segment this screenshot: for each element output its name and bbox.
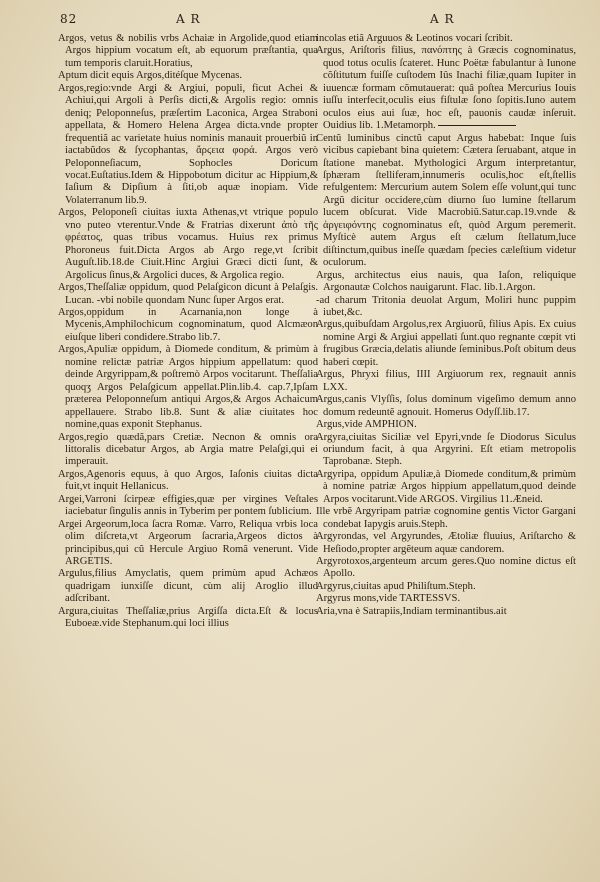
entry-argos-peloponnesi: Argos, Peloponeſi ciuitas iuxta Athenas,vt vtrique populo vno puteo vterentur.Vnde & Fratrias dixerunt ἀπὸ τῆς φρέατος, quas tribus vocamus. Huius rex primus Phoroneus fuit.Dicta Argos ab Argo rege,vt ſcribit Auguſt.lib.18.de Ciuit.Hinc Argiui Græci dicti ſunt, & Argolicus ſinus,& Argolici duces, & Argolica regio.	[58, 207, 318, 281]
verse-quote-flaccus: -ad charum Tritonia deuolat Argum, Moliri hunc puppim iubet,&c.	[316, 294, 576, 318]
entry-argus-rex: Argus,quibuſdam Argolus,rex Argiuorũ, filius Apis. Ex cuius nomine Argi & Argiui appellati ſunt.quo regnante cœpit vti frugibus Græcia,delatis aliunde ſeminibus.Poſt obitum deus haberi cœpit.	[316, 319, 576, 368]
entry-argus-amphion: Argus,vide AMPHION.	[316, 419, 417, 431]
entry-argulus: Argulus,filius Amyclatis, quem primùm apud Achæos quadrigam iunxiſſe dicunt, cùm alij Aroglio illud adſcribant.	[58, 568, 318, 605]
entry-aria: Aria,vna è Satrapiis,Indiam terminantibus.ait	[316, 605, 507, 617]
entry-argus-architectus: Argus, architectus eius nauis, qua Iaſon, reliquique Argonautæ Colchos nauigarunt. Flac. lib.1.Argon.	[316, 269, 576, 294]
entry-argos-thessaliae: Argos,Theſſaliæ oppidum, quod Pelaſgicon dicunt à Pelaſgis. Lucan. -vbi nobile quondam Nunc ſuper Argos erat.	[58, 282, 318, 306]
left-running-heading: A R	[176, 12, 201, 26]
entry-argus-aristoris-text: Argus, Ariſtoris filius, πανόπτης à Græcis cognominatus, quod totus oculis ſcateret. Hunc Poëtæ fabulantur à Iunone cõſtitutum fuiſſe cuſtodem Iûs Inachi filiæ,quam Iupiter in iuuencæ formam cõmutauerat: quâ poſtea Mercurius Iouis iuſſu interfecit,oculis eius fiſtulæ ſono ſopitis.Iuno autem oculos eius aui ſuæ, hoc eſt, pauonis caudæ inſeruit. Ouidius lib. 1.Metamorph.	[316, 45, 576, 132]
entry-argos-acarnania: Argos,oppidum in Acarnania,non longe à Mycenis,Amphilochicum cognominatum, quod Alcmæon eiuſque liberi condidere.Strabo lib.7.	[58, 306, 318, 343]
entry-argyripa: Argyripa, oppidum Apuliæ,à Diomede conditum,& primùm à nomine patriæ Argos hippium appellatum,quod deinde Arpos vocitarunt.Vide ARGOS. Virgilius 11.Æneid.	[316, 468, 576, 505]
right-running-heading: A R	[430, 12, 455, 26]
entry-argos-apuliae: Argos,Apuliæ oppidum, à Diomede conditum, & primùm à nomine relictæ patriæ Argos hippium appellatum: quod deinde Argyrippam,& poſtremò Arpos vocitarunt. Theſſalia quoqʒ Argos Pelaſgicum appellat.Plin.lib.4. cap.7,Ipſam præterea Peloponneſum antiqui Argos,& Argos Achaicum appellauere. Strabo lib.8. Sunt & aliæ ciuitates hoc nomine,quas exponit Stephanus.	[58, 344, 318, 431]
entry-argyra: Argyra,ciuitas Siciliæ vel Epyri,vnde ſe Diodorus Siculus oriundum facit, à qua Argyrini. Eſt etiam metropolis Taprobanæ. Steph.	[316, 431, 576, 468]
entry-argyrus-civitas: Argyrus,ciuitas apud Philiſtum.Steph.	[316, 580, 476, 592]
entry-argus-aristoris	[316, 45, 576, 132]
entry-argei: Argei,Varroni ſcirpeæ effigies,quæ per virgines Veſtales iaciebatur ſingulis annis in Tyberim per pontem ſublicium.	[58, 493, 318, 518]
entry-argyrondas: Argyrondas, vel Argyrundes, Ætoliæ fluuius, Ariſtarcho & Heſiodo,propter argẽteum aquæ candorem.	[316, 531, 576, 555]
verse-quote-ovidius: Centũ luminibus cinctũ caput Argus habebat: Inque ſuis vicibus capiebant bina quietem: Cætera ſeruabant, atque in ſtatione manebat. Mythologici Argum interpretantur, ſphæram ſtelliferam,innumeris oculis,hoc eſt,ſtellis refulgentem: Mercurium autem Solem eſſe volunt,qui tunc Argũ dicitur occidere,cùm diurno ſuo lumine ſtellarum lucem obſcurat. Vide Macrobiũ.Satur.cap.19.vnde & ἀργειφόντης cognominatus eſt, quòd Argum peremerit. Myſticè autem Argus eſt cælum ſtellatum,luce diſtinctum,quibus ineſſe quædam ſpecies cæleſtium videtur oculorum.	[316, 132, 576, 269]
verse-quote-virgilius: Ille vrbẽ Argyripam patriæ cognomine gentis Victor Gargani condebat Iapygis aruis.Steph.	[316, 506, 576, 530]
entry-argos-regio: Argos,regio:vnde Argi & Argiui, populi, ficut Achei & Achiui,qui Argoli à Perſis dicti,& Argolis regio: omnis deniq; Peloponneſus, præſertim Laconica, Argea Straboni appellata, & Homero Helena Argea dicta.vnde propter frequentiã ac varietate huius nominis manauit prouerbiũ in iactabũdos & ſycophantas, ἄρϛεια φορά. Argos verò Peloponneſiacum, Sophocles Doricum vocat.Euſtatius.Idem & Hippobotum dicitur ac Hippium,& Iaſium & Dipſium à ſiti,ob aquæ inopiam. Vide Volaterranum lib.9.	[58, 82, 318, 206]
left-column	[58, 33, 318, 873]
entry-continuation: incolas etiã Arguuos & Leotinos vocari ſcribit.	[316, 33, 513, 44]
entry-argus-phryxi: Argus, Phryxi filius, IIII Argiuorum rex, regnauit annis LXX.	[316, 369, 576, 393]
entry-argura: Argura,ciuitas Theſſaliæ,prius Argiſſa dicta.Eſt & locus Eubοeæ.vide Stephanum.qui loci illius	[58, 605, 318, 630]
entry-argyrotoxos: Argyrotoxos,argenteum arcum geres.Quo nomine dictus eſt Apollo.	[316, 556, 576, 580]
entry-argos-vetus-urbs: Argos, vetus & nobilis vrbs Achaiæ in Argolide,quod etiam Argos hippium vocatum eſt, ab equorum præſtantia, qua tum temporis claruit.Horatius,	[58, 33, 318, 69]
entry-argus-canis: Argus,canis Vlyſſis, ſolus dominum vigeſimo demum anno domum redeuntẽ agnouit. Homerus Odyſſ.lib.17.	[316, 394, 576, 418]
running-head	[0, 12, 600, 30]
rule-line	[438, 125, 516, 126]
right-column	[316, 33, 576, 873]
entry-argos-cretiae: Argos,regio quædã,pars Cretiæ. Necnon & omnis ora littoralis dicebatur Argos, ab Argia matre Pelaſgi,qui ei imperauit.	[58, 431, 318, 468]
entry-argyrus-mons: Argyrus mons,vide TARTESSVS.	[316, 593, 461, 605]
entry-argei-argeorum: Argei Argeorum,loca ſacra Romæ. Varro, Reliqua vrbis loca olim diſcreta,vt Argeorum ſacraria,Argeos dictos à principibus,qui cũ Hercule Argiuo Romã venerunt. Vide ARGETIS.	[58, 518, 318, 568]
entry-argos-agenoris-equus: Argos,Agenoris equus, à quo Argos, Iaſonis ciuitas dicta fuit,vt inquit Hellanicus.	[58, 468, 318, 493]
verse-quote-horatius: Aptum dicit equis Argos,ditéſque Mycenas.	[58, 70, 242, 82]
page-number: 82	[60, 12, 78, 26]
